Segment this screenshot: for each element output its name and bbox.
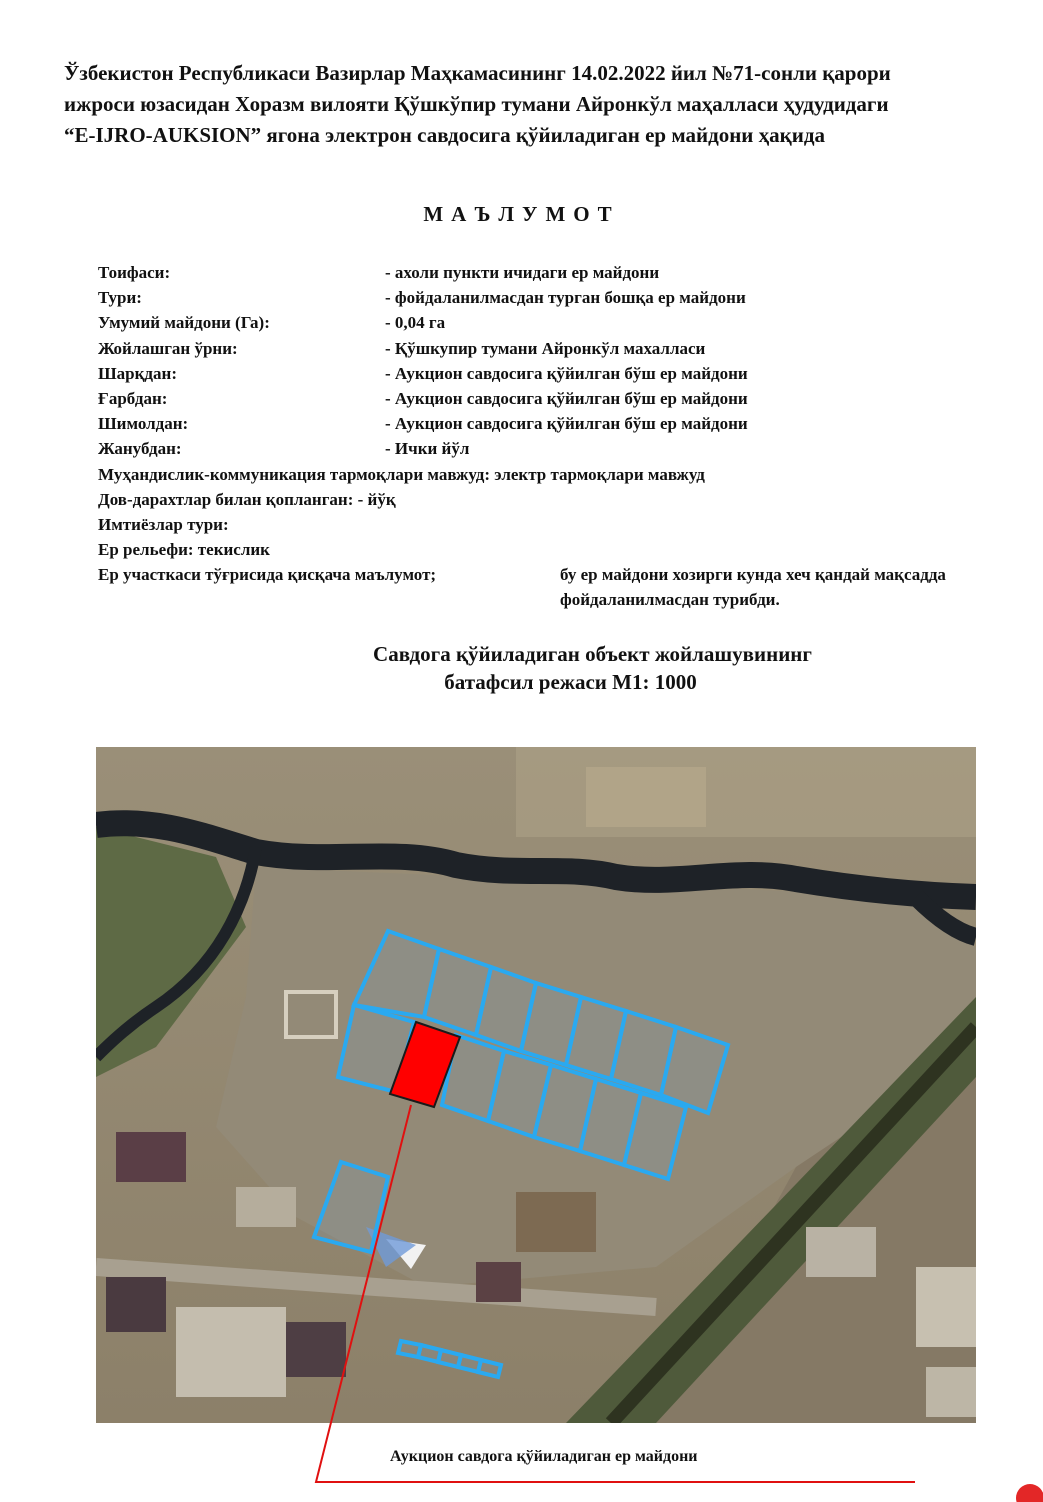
house-roof [116, 1132, 186, 1182]
plan-caption-line-1: Савдога қўйиладиган объект жойлашувининг [373, 642, 812, 666]
field-brown [516, 1192, 596, 1252]
info-row-location [98, 336, 1043, 361]
east-value: - Аукцион савдосига қўйилган бўш ер майдони [385, 363, 748, 383]
house-roof [106, 1277, 166, 1332]
land-info-list [98, 260, 1043, 612]
plan-caption-line-2: батафсил режаси М1: 1000 [444, 670, 697, 694]
building-light [176, 1307, 286, 1397]
west-label: Ғарбдан: [98, 388, 168, 408]
info-row-west [98, 386, 1043, 411]
north-label: Шимолдан: [98, 414, 189, 434]
trees-text: Дов-дарахтлар билан қопланган: - йўқ [98, 489, 396, 509]
area-label: Умумий майдони (Га): [98, 313, 270, 333]
location-value: - Қўшкупир тумани Айронкўл махалласи [385, 338, 706, 358]
info-row-relief [98, 537, 1043, 562]
house-roof [276, 1322, 346, 1377]
satellite-map [96, 747, 976, 1423]
info-row-trees [98, 487, 1043, 512]
document-title: МАЪЛУМОТ [423, 202, 620, 226]
house-roof [476, 1262, 521, 1302]
relief-text: Ер рельефи: текислик [98, 540, 270, 560]
info-row-south [98, 436, 1043, 461]
plan-caption [0, 640, 1043, 696]
west-value: - Аукцион савдосига қўйилган бўш ер майдони [385, 388, 748, 408]
type-label: Тури: [98, 288, 142, 308]
location-label: Жойлашган ўрни: [98, 338, 238, 358]
info-row-type [98, 285, 1043, 310]
legend-label: Аукцион савдога қўйиладиган ер майдони [390, 1448, 698, 1465]
info-row-utilities [98, 462, 1043, 487]
plot-outline [478, 1360, 501, 1377]
info-row-north [98, 411, 1043, 436]
info-row-area [98, 310, 1043, 335]
building [236, 1187, 296, 1227]
field-area-north [516, 747, 976, 837]
category-label: Тоифаси: [98, 263, 171, 282]
building-east [926, 1367, 976, 1417]
building-east [916, 1267, 976, 1347]
info-row-brief [98, 562, 1043, 587]
brief-value-line-2: фойдаланилмасдан турибди. [560, 590, 780, 610]
utilities-text: Муҳандислик-коммуникация тармоқлари мавжуд: электр тармоқлари мавжуд [98, 464, 705, 484]
south-value: - Ички йўл [385, 439, 470, 459]
satellite-map-drawing [96, 747, 976, 1423]
header-line-1: Ўзбекистон Республикаси Вазирлар Маҳкамасининг 14.02.2022 йил №71-сонли қарори [64, 61, 891, 85]
header-line-3: “E-IJRO-AUKSION” ягона электрон савдосига қўйиладиган ер майдони ҳақида [64, 123, 825, 147]
benefits-text: Имтиёзлар тури: [98, 514, 229, 534]
brief-value-line-1: бу ер майдони хозирги кунда хеч қандай мақсадда [560, 565, 946, 585]
north-value: - Аукцион савдосига қўйилган бўш ер майдони [385, 414, 748, 434]
header-line-2: ижроси юзасидан Хоразм вилояти Қўшкўпир тумани Айронкўл маҳалласи ҳудудидаги [64, 92, 889, 116]
east-label: Шарқдан: [98, 363, 177, 383]
south-label: Жанубдан: [98, 439, 182, 459]
info-row-brief-continued [98, 587, 1043, 612]
field-patch [586, 767, 706, 827]
info-row-category [98, 260, 1043, 285]
info-row-benefits [98, 512, 1043, 537]
document-header [64, 58, 1043, 151]
brief-label: Ер участкаси тўғрисида қисқача маълумот; [98, 565, 437, 585]
area-value: - 0,04 га [385, 313, 446, 333]
category-value: - ахоли пункти ичидаги ер майдони [385, 263, 660, 282]
corner-mark [1016, 1484, 1043, 1502]
building-east [806, 1227, 876, 1277]
type-value: - фойдаланилмасдан турган бошқа ер майдони [385, 288, 746, 308]
info-row-east [98, 361, 1043, 386]
